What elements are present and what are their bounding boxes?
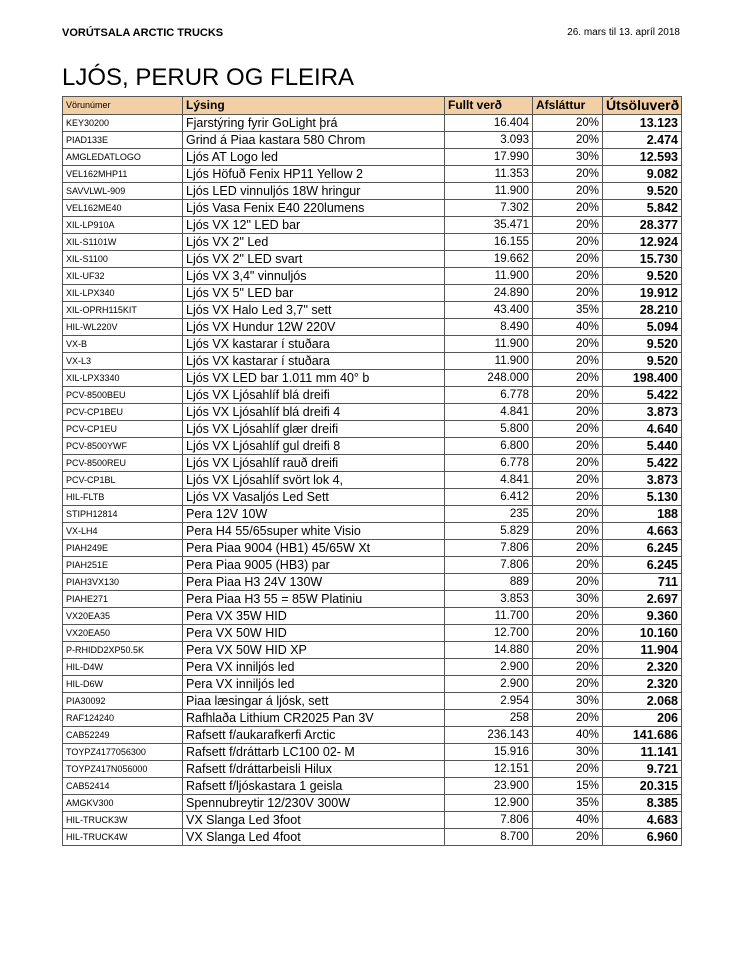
cell-discount: 20% <box>533 132 603 149</box>
cell-full-price: 235 <box>445 506 533 523</box>
cell-full-price: 6.412 <box>445 489 533 506</box>
table-row <box>63 506 682 523</box>
column-header-sku: Vörunúmer <box>63 97 183 115</box>
table-row <box>63 642 682 659</box>
company-name: VORÚTSALA ARCTIC TRUCKS <box>62 27 224 39</box>
cell-sku: TOYPZ4177056300 <box>63 744 183 761</box>
cell-sale-price: 12.924 <box>603 234 682 251</box>
cell-full-price: 258 <box>445 710 533 727</box>
cell-sku: XIL-LPX3340 <box>63 370 183 387</box>
cell-full-price: 16.155 <box>445 234 533 251</box>
cell-description: Ljós VX LED bar 1.011 mm 40° b <box>183 370 445 387</box>
cell-sale-price: 5.422 <box>603 387 682 404</box>
table-row <box>63 812 682 829</box>
table-row <box>63 744 682 761</box>
table-row <box>63 319 682 336</box>
cell-description: VX Slanga Led 4foot <box>183 829 445 846</box>
cell-discount: 20% <box>533 353 603 370</box>
cell-description: Pera Piaa H3 55 = 85W Platiniu <box>183 591 445 608</box>
cell-discount: 20% <box>533 251 603 268</box>
cell-sale-price: 188 <box>603 506 682 523</box>
cell-description: Ljós VX Halo Led 3,7" sett <box>183 302 445 319</box>
cell-description: Rafsett f/aukarafkerfi Arctic <box>183 727 445 744</box>
cell-discount: 20% <box>533 574 603 591</box>
cell-sku: HIL-FLTB <box>63 489 183 506</box>
cell-sku: PCV-8500YWF <box>63 438 183 455</box>
cell-discount: 40% <box>533 812 603 829</box>
cell-full-price: 12.900 <box>445 795 533 812</box>
cell-sku: PIAH3VX130 <box>63 574 183 591</box>
cell-sale-price: 9.520 <box>603 268 682 285</box>
cell-full-price: 17.990 <box>445 149 533 166</box>
cell-full-price: 11.900 <box>445 183 533 200</box>
cell-sku: HIL-D6W <box>63 676 183 693</box>
cell-description: Ljós VX Ljósahlíf blá dreifi 4 <box>183 404 445 421</box>
cell-discount: 20% <box>533 115 603 132</box>
cell-sku: VX20EA50 <box>63 625 183 642</box>
table-row <box>63 234 682 251</box>
table-row <box>63 489 682 506</box>
sale-period: 26. mars til 13. apríl 2018 <box>567 27 680 38</box>
cell-discount: 20% <box>533 642 603 659</box>
cell-discount: 20% <box>533 217 603 234</box>
table-row <box>63 285 682 302</box>
cell-discount: 20% <box>533 557 603 574</box>
cell-description: Ljós VX 12" LED bar <box>183 217 445 234</box>
cell-sku: XIL-S1101W <box>63 234 183 251</box>
cell-full-price: 24.890 <box>445 285 533 302</box>
cell-sale-price: 9.721 <box>603 761 682 778</box>
cell-sku: PCV-8500REU <box>63 455 183 472</box>
table-row <box>63 438 682 455</box>
cell-sku: PIAH249E <box>63 540 183 557</box>
cell-sku: HIL-WL220V <box>63 319 183 336</box>
cell-discount: 35% <box>533 795 603 812</box>
cell-discount: 20% <box>533 710 603 727</box>
cell-full-price: 8.490 <box>445 319 533 336</box>
cell-full-price: 4.841 <box>445 404 533 421</box>
column-header-description: Lýsing <box>183 97 445 115</box>
cell-full-price: 11.900 <box>445 336 533 353</box>
table-row <box>63 268 682 285</box>
cell-discount: 20% <box>533 421 603 438</box>
cell-sale-price: 6.960 <box>603 829 682 846</box>
cell-full-price: 2.900 <box>445 676 533 693</box>
cell-description: Ljós Höfuð Fenix HP11 Yellow 2 <box>183 166 445 183</box>
cell-sku: VX-LH4 <box>63 523 183 540</box>
cell-sku: VX-L3 <box>63 353 183 370</box>
cell-full-price: 19.662 <box>445 251 533 268</box>
cell-description: Ljós VX Ljósahlíf blá dreifi <box>183 387 445 404</box>
cell-sale-price: 4.640 <box>603 421 682 438</box>
table-row <box>63 166 682 183</box>
cell-discount: 20% <box>533 234 603 251</box>
cell-description: Pera VX 50W HID XP <box>183 642 445 659</box>
table-row <box>63 829 682 846</box>
cell-full-price: 2.954 <box>445 693 533 710</box>
cell-sku: AMGKV300 <box>63 795 183 812</box>
cell-description: Pera H4 55/65super white Visio <box>183 523 445 540</box>
cell-full-price: 7.806 <box>445 812 533 829</box>
cell-full-price: 236.143 <box>445 727 533 744</box>
cell-sku: RAF124240 <box>63 710 183 727</box>
cell-full-price: 3.093 <box>445 132 533 149</box>
cell-sale-price: 12.593 <box>603 149 682 166</box>
cell-sale-price: 5.422 <box>603 455 682 472</box>
cell-discount: 20% <box>533 370 603 387</box>
cell-sale-price: 5.130 <box>603 489 682 506</box>
table-row <box>63 455 682 472</box>
cell-sku: AMGLEDATLOGO <box>63 149 183 166</box>
cell-discount: 20% <box>533 676 603 693</box>
cell-full-price: 7.806 <box>445 557 533 574</box>
cell-full-price: 12.700 <box>445 625 533 642</box>
table-row <box>63 183 682 200</box>
cell-full-price: 35.471 <box>445 217 533 234</box>
cell-sale-price: 15.730 <box>603 251 682 268</box>
cell-full-price: 4.841 <box>445 472 533 489</box>
cell-description: Rafsett f/dráttarb LC100 02- M <box>183 744 445 761</box>
table-row <box>63 761 682 778</box>
cell-sku: PIAD133E <box>63 132 183 149</box>
cell-sku: PIA30092 <box>63 693 183 710</box>
cell-sale-price: 11.141 <box>603 744 682 761</box>
cell-sale-price: 28.377 <box>603 217 682 234</box>
cell-discount: 20% <box>533 489 603 506</box>
cell-full-price: 889 <box>445 574 533 591</box>
cell-full-price: 16.404 <box>445 115 533 132</box>
cell-full-price: 6.800 <box>445 438 533 455</box>
cell-discount: 15% <box>533 778 603 795</box>
cell-sku: PCV-CP1EU <box>63 421 183 438</box>
cell-description: Ljós VX kastarar í stuðara <box>183 336 445 353</box>
cell-full-price: 248.000 <box>445 370 533 387</box>
cell-sale-price: 5.440 <box>603 438 682 455</box>
cell-discount: 20% <box>533 761 603 778</box>
cell-discount: 20% <box>533 829 603 846</box>
cell-sku: XIL-LPX340 <box>63 285 183 302</box>
table-row <box>63 608 682 625</box>
cell-description: Pera Piaa H3 24V 130W <box>183 574 445 591</box>
cell-full-price: 5.800 <box>445 421 533 438</box>
cell-description: VX Slanga Led 3foot <box>183 812 445 829</box>
cell-sale-price: 9.520 <box>603 336 682 353</box>
table-row <box>63 778 682 795</box>
cell-sku: HIL-D4W <box>63 659 183 676</box>
cell-sku: VX20EA35 <box>63 608 183 625</box>
cell-sale-price: 711 <box>603 574 682 591</box>
cell-sku: PCV-CP1BL <box>63 472 183 489</box>
cell-sku: XIL-S1100 <box>63 251 183 268</box>
cell-description: Ljós VX Hundur 12W 220V <box>183 319 445 336</box>
cell-sale-price: 2.068 <box>603 693 682 710</box>
price-table <box>62 96 682 846</box>
cell-discount: 20% <box>533 166 603 183</box>
table-row <box>63 132 682 149</box>
cell-sku: PIAHE271 <box>63 591 183 608</box>
table-row <box>63 795 682 812</box>
cell-description: Piaa læsingar á ljósk, sett <box>183 693 445 710</box>
cell-description: Ljós VX 5" LED bar <box>183 285 445 302</box>
cell-full-price: 14.880 <box>445 642 533 659</box>
cell-discount: 40% <box>533 727 603 744</box>
cell-discount: 30% <box>533 591 603 608</box>
cell-description: Fjarstýring fyrir GoLight þrá <box>183 115 445 132</box>
cell-discount: 20% <box>533 285 603 302</box>
cell-sku: XIL-UF32 <box>63 268 183 285</box>
table-row <box>63 421 682 438</box>
cell-full-price: 23.900 <box>445 778 533 795</box>
cell-full-price: 12.151 <box>445 761 533 778</box>
table-row <box>63 693 682 710</box>
cell-sale-price: 6.245 <box>603 540 682 557</box>
cell-sale-price: 9.082 <box>603 166 682 183</box>
cell-sale-price: 13.123 <box>603 115 682 132</box>
cell-sale-price: 11.904 <box>603 642 682 659</box>
cell-discount: 20% <box>533 268 603 285</box>
table-row <box>63 149 682 166</box>
cell-sale-price: 4.663 <box>603 523 682 540</box>
table-row <box>63 659 682 676</box>
cell-sku: XIL-LP910A <box>63 217 183 234</box>
cell-discount: 20% <box>533 404 603 421</box>
table-row <box>63 251 682 268</box>
cell-discount: 40% <box>533 319 603 336</box>
table-row <box>63 200 682 217</box>
table-row <box>63 676 682 693</box>
cell-full-price: 8.700 <box>445 829 533 846</box>
cell-sale-price: 20.315 <box>603 778 682 795</box>
cell-discount: 20% <box>533 659 603 676</box>
cell-sale-price: 9.360 <box>603 608 682 625</box>
cell-sku: PCV-CP1BEU <box>63 404 183 421</box>
cell-description: Ljós VX 2" LED svart <box>183 251 445 268</box>
cell-sku: CAB52249 <box>63 727 183 744</box>
cell-description: Ljós Vasa Fenix E40 220lumens <box>183 200 445 217</box>
table-row <box>63 217 682 234</box>
cell-description: Ljós VX kastarar í stuðara <box>183 353 445 370</box>
cell-sku: VX-B <box>63 336 183 353</box>
cell-discount: 20% <box>533 506 603 523</box>
cell-discount: 30% <box>533 693 603 710</box>
cell-discount: 35% <box>533 302 603 319</box>
cell-discount: 30% <box>533 744 603 761</box>
cell-description: Pera Piaa 9004 (HB1) 45/65W Xt <box>183 540 445 557</box>
cell-discount: 20% <box>533 472 603 489</box>
cell-full-price: 11.900 <box>445 268 533 285</box>
cell-sku: HIL-TRUCK4W <box>63 829 183 846</box>
page-title: LJÓS, PERUR OG FLEIRA <box>62 64 355 91</box>
cell-full-price: 11.700 <box>445 608 533 625</box>
cell-discount: 20% <box>533 455 603 472</box>
cell-description: Ljós AT Logo led <box>183 149 445 166</box>
cell-sale-price: 2.697 <box>603 591 682 608</box>
table-row <box>63 353 682 370</box>
cell-full-price: 6.778 <box>445 387 533 404</box>
cell-description: Pera Piaa 9005 (HB3) par <box>183 557 445 574</box>
cell-description: Pera 12V 10W <box>183 506 445 523</box>
cell-description: Ljós VX Vasaljós Led Sett <box>183 489 445 506</box>
cell-full-price: 7.806 <box>445 540 533 557</box>
cell-description: Spennubreytir 12/230V 300W <box>183 795 445 812</box>
table-row <box>63 727 682 744</box>
column-header-full-price: Fullt verð <box>445 97 533 115</box>
table-row <box>63 370 682 387</box>
cell-full-price: 2.900 <box>445 659 533 676</box>
cell-sale-price: 2.320 <box>603 676 682 693</box>
table-row <box>63 115 682 132</box>
cell-discount: 30% <box>533 149 603 166</box>
cell-sale-price: 8.385 <box>603 795 682 812</box>
cell-description: Pera VX 50W HID <box>183 625 445 642</box>
table-row <box>63 540 682 557</box>
cell-sale-price: 198.400 <box>603 370 682 387</box>
cell-sku: TOYPZ417N056000 <box>63 761 183 778</box>
cell-description: Ljós LED vinnuljós 18W hringur <box>183 183 445 200</box>
table-row <box>63 387 682 404</box>
cell-sku: SAVVLWL-909 <box>63 183 183 200</box>
cell-description: Rafsett f/ljóskastara 1 geisla <box>183 778 445 795</box>
cell-sku: KEY30200 <box>63 115 183 132</box>
table-row <box>63 302 682 319</box>
cell-description: Ljós VX Ljósahlíf gul dreifi 8 <box>183 438 445 455</box>
cell-description: Rafsett f/dráttarbeisli Hilux <box>183 761 445 778</box>
cell-discount: 20% <box>533 438 603 455</box>
cell-sale-price: 3.873 <box>603 404 682 421</box>
table-row <box>63 523 682 540</box>
cell-description: Ljós VX Ljósahlíf glær dreifi <box>183 421 445 438</box>
cell-sale-price: 5.094 <box>603 319 682 336</box>
cell-discount: 20% <box>533 540 603 557</box>
cell-full-price: 6.778 <box>445 455 533 472</box>
cell-sale-price: 206 <box>603 710 682 727</box>
table-row <box>63 557 682 574</box>
cell-sale-price: 3.873 <box>603 472 682 489</box>
cell-sale-price: 4.683 <box>603 812 682 829</box>
cell-description: Ljós VX 3,4" vinnuljós <box>183 268 445 285</box>
cell-sale-price: 141.686 <box>603 727 682 744</box>
cell-full-price: 7.302 <box>445 200 533 217</box>
cell-description: Ljós VX 2" Led <box>183 234 445 251</box>
column-header-sale-price: Útsöluverð <box>603 97 682 115</box>
cell-discount: 20% <box>533 336 603 353</box>
table-row <box>63 710 682 727</box>
cell-sku: CAB52414 <box>63 778 183 795</box>
cell-sku: HIL-TRUCK3W <box>63 812 183 829</box>
cell-sku: XIL-OPRH115KIT <box>63 302 183 319</box>
cell-description: Pera VX 35W HID <box>183 608 445 625</box>
cell-full-price: 5.829 <box>445 523 533 540</box>
cell-sale-price: 9.520 <box>603 183 682 200</box>
table-row <box>63 591 682 608</box>
cell-description: Ljós VX Ljósahlíf svört lok 4, <box>183 472 445 489</box>
cell-full-price: 3.853 <box>445 591 533 608</box>
cell-sale-price: 2.320 <box>603 659 682 676</box>
cell-full-price: 43.400 <box>445 302 533 319</box>
table-row <box>63 625 682 642</box>
cell-sku: PCV-8500BEU <box>63 387 183 404</box>
cell-full-price: 11.353 <box>445 166 533 183</box>
table-row <box>63 336 682 353</box>
cell-full-price: 11.900 <box>445 353 533 370</box>
table-header-row <box>63 97 682 115</box>
cell-sale-price: 6.245 <box>603 557 682 574</box>
cell-description: Ljós VX Ljósahlíf rauð dreifi <box>183 455 445 472</box>
cell-full-price: 15.916 <box>445 744 533 761</box>
cell-sku: P-RHIDD2XP50.5K <box>63 642 183 659</box>
cell-sale-price: 28.210 <box>603 302 682 319</box>
cell-sale-price: 10.160 <box>603 625 682 642</box>
cell-sku: STIPH12814 <box>63 506 183 523</box>
cell-description: Pera VX inniljós led <box>183 659 445 676</box>
cell-discount: 20% <box>533 608 603 625</box>
cell-description: Rafhlaða Lithium CR2025 Pan 3V <box>183 710 445 727</box>
table-body <box>63 115 682 846</box>
cell-discount: 20% <box>533 200 603 217</box>
table-row <box>63 472 682 489</box>
cell-sale-price: 5.842 <box>603 200 682 217</box>
cell-discount: 20% <box>533 183 603 200</box>
cell-discount: 20% <box>533 625 603 642</box>
cell-discount: 20% <box>533 387 603 404</box>
cell-discount: 20% <box>533 523 603 540</box>
cell-sale-price: 9.520 <box>603 353 682 370</box>
table-row <box>63 574 682 591</box>
cell-sku: VEL162ME40 <box>63 200 183 217</box>
cell-sale-price: 2.474 <box>603 132 682 149</box>
cell-description: Pera VX inniljós led <box>183 676 445 693</box>
cell-sale-price: 19.912 <box>603 285 682 302</box>
cell-description: Grind á Piaa kastara 580 Chrom <box>183 132 445 149</box>
column-header-discount: Afsláttur <box>533 97 603 115</box>
cell-sku: VEL162MHP11 <box>63 166 183 183</box>
cell-sku: PIAH251E <box>63 557 183 574</box>
table-row <box>63 404 682 421</box>
